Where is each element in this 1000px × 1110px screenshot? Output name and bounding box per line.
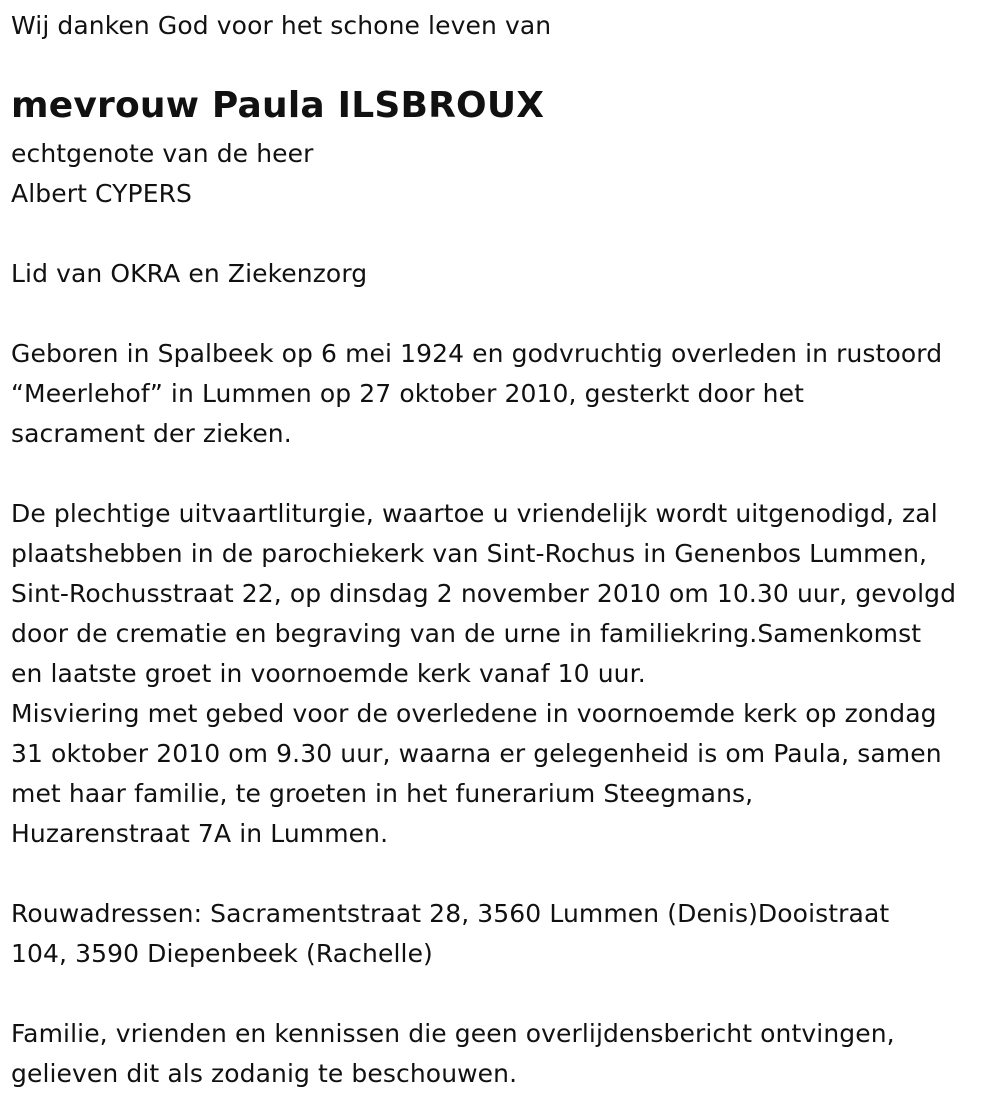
addresses-block [11, 894, 889, 974]
deceased-name: mevrouw Paula ILSBROUX [11, 85, 545, 126]
birth-death-line: Geboren in Spalbeek op 6 mei 1924 en godvruchtig overleden in rustoord [11, 339, 943, 368]
funeral-block [11, 494, 956, 854]
family-note-line: Familie, vrienden en kennissen die geen overlijdensbericht ontvingen, [11, 1019, 895, 1048]
birth-death-block [11, 334, 942, 454]
membership-text: Lid van OKRA en Ziekenzorg [11, 259, 368, 288]
spouse-block [11, 134, 313, 214]
funeral-line: 31 oktober 2010 om 9.30 uur, waarna er gelegenheid is om Paula, samen [11, 739, 942, 768]
funeral-line: Sint-Rochusstraat 22, op dinsdag 2 november 2010 om 10.30 uur, gevolgd [11, 579, 957, 608]
spouse-line: echtgenote van de heer [11, 139, 314, 168]
funeral-line: plaatshebben in de parochiekerk van Sint-Rochus in Genenbos Lummen, [11, 539, 928, 568]
birth-death-line: sacrament der zieken. [11, 419, 292, 448]
funeral-line: en laatste groet in voornoemde kerk vanaf 10 uur. [11, 659, 646, 688]
funeral-line: De plechtige uitvaartliturgie, waartoe u vriendelijk wordt uitgenodigd, zal [11, 499, 938, 528]
birth-death-line: “Meerlehof” in Lummen op 27 oktober 2010, gesterkt door het [11, 379, 804, 408]
family-note-block [11, 1014, 895, 1094]
funeral-line: Misviering met gebed voor de overledene in voornoemde kerk op zondag [11, 699, 937, 728]
funeral-line: door de crematie en begraving van de urne in familiekring.Samenkomst [11, 619, 922, 648]
address-line: Rouwadressen: Sacramentstraat 28, 3560 Lummen (Denis)Dooistraat [11, 899, 890, 928]
address-line: 104, 3590 Diepenbeek (Rachelle) [11, 939, 433, 968]
funeral-line: Huzarenstraat 7A in Lummen. [11, 819, 389, 848]
funeral-line: met haar familie, te groeten in het funerarium Steegmans, [11, 779, 754, 808]
membership-block [11, 254, 367, 294]
family-note-line: gelieven dit als zodanig te beschouwen. [11, 1059, 518, 1088]
spouse-name: Albert CYPERS [11, 179, 193, 208]
intro-text: Wij danken God voor het schone leven van [11, 11, 552, 40]
